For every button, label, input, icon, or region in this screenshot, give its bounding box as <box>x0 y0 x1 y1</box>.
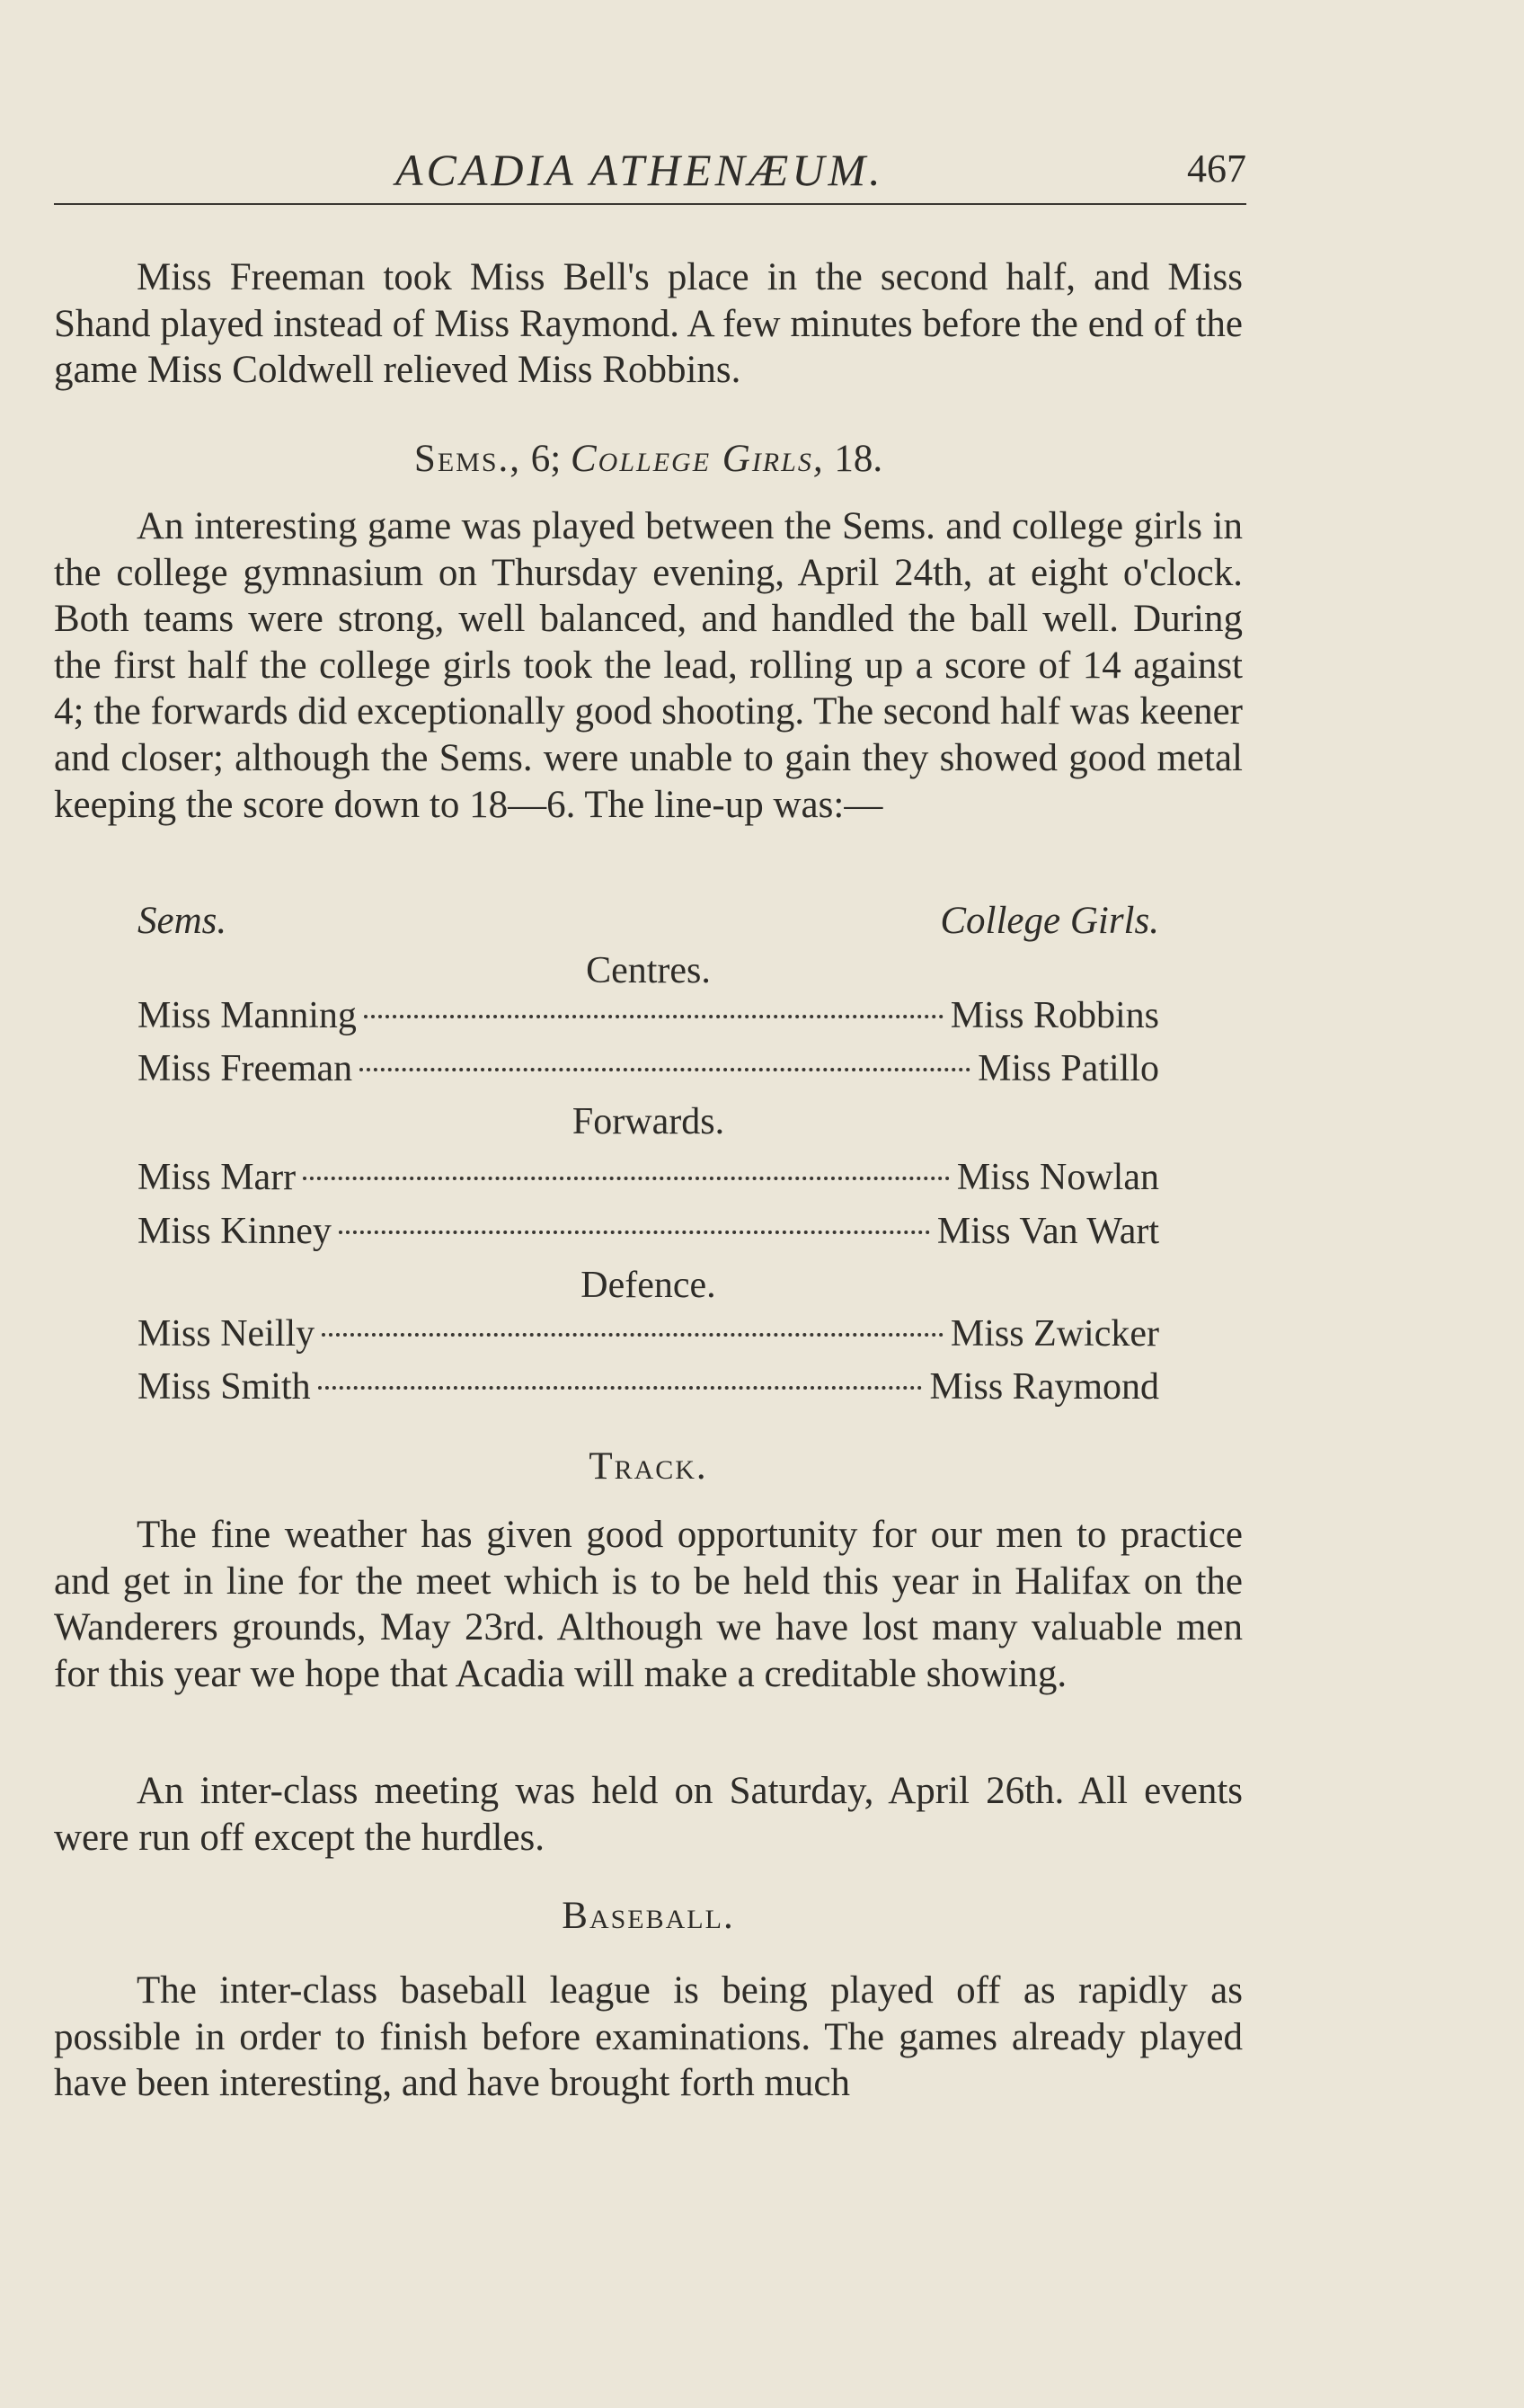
leader-dots <box>303 1177 950 1180</box>
game-heading <box>54 437 1243 481</box>
lineup-row <box>137 994 1159 1044</box>
lineup-row <box>137 1156 1159 1206</box>
lineup-row <box>137 1210 1159 1260</box>
paragraph-baseball: The inter-class baseball league is being played off as rapidly as possible in order to finish before examinations. The games already played have been interesting, and have brought forth much <box>54 1969 1243 2105</box>
lineup-right-team: College Girls. <box>940 900 1159 942</box>
lineup-header <box>137 899 1159 953</box>
sems-player: Miss Marr <box>137 1157 297 1198</box>
lineup-row <box>137 1312 1159 1363</box>
lineup-row <box>137 1365 1159 1416</box>
leader-dots <box>322 1333 944 1337</box>
sems-player: Miss Freeman <box>137 1048 353 1089</box>
leader-dots <box>359 1068 970 1071</box>
sems-player: Miss Manning <box>137 995 357 1036</box>
position-heading: Forwards. <box>572 1101 725 1142</box>
paragraph-game-report: An interesting game was played between the Sems. and college girls in the college gymnasium on Thursday evening, April 24th, at eight o'clock. Both teams were strong, well balanced, and handled the ball well. During the first half the college girls took the lead, rolling up a score of 14 against 4; the forwards did exceptionally good shooting. The second half was keener and closer; although the Sems. were unable to gain they showed good metal keeping the score down to 18—6. The line-up was:— <box>54 505 1243 826</box>
position-heading: Centres. <box>586 950 711 991</box>
college-player: Miss Raymond <box>929 1366 1159 1408</box>
sems-player: Miss Smith <box>137 1366 311 1408</box>
header-rule <box>54 203 1246 205</box>
paragraph-substitutions: Miss Freeman took Miss Bell's place in the second half, and Miss Shand played instead of Miss Raymond. A few minutes before the end of the game Miss Coldwell relieved Miss Robbins. <box>54 256 1243 392</box>
college-player: Miss Robbins <box>950 995 1159 1036</box>
game-heading-college: College Girls, <box>570 438 825 480</box>
journal-title: ACADIA ATHENÆUM. <box>395 145 884 195</box>
college-player: Miss Zwicker <box>950 1313 1159 1355</box>
game-heading-college-score: 18. <box>824 438 883 480</box>
paragraph-interclass-meet: An inter-class meeting was held on Saturday, April 26th. All events were run off except the hurdles. <box>54 1770 1243 1859</box>
baseball-heading: Baseball. <box>562 1895 735 1937</box>
paragraph-track: The fine weather has given good opportunity for our men to practice and get in line for the meet which is to be held this year in Halifax on the Wanderers grounds, May 23rd. Although we have lost many valuable men for this year we hope that Acadia will make a creditable showing. <box>54 1514 1243 1695</box>
track-heading: Track. <box>589 1445 708 1488</box>
lineup-left-team: Sems. <box>137 900 227 942</box>
running-header <box>54 135 1246 207</box>
game-heading-sems-score: 6; <box>521 438 571 480</box>
leader-dots <box>318 1386 923 1390</box>
lineup-row <box>137 1047 1159 1097</box>
college-player: Miss Patillo <box>978 1048 1159 1089</box>
sems-player: Miss Neilly <box>137 1313 315 1355</box>
position-heading: Defence. <box>580 1265 716 1306</box>
page-number: 467 <box>1187 147 1246 191</box>
sems-player: Miss Kinney <box>137 1211 332 1252</box>
game-heading-sems: Sems., <box>413 438 522 480</box>
leader-dots <box>364 1015 944 1018</box>
leader-dots <box>339 1231 930 1234</box>
college-player: Miss Van Wart <box>936 1211 1159 1252</box>
college-player: Miss Nowlan <box>956 1157 1159 1198</box>
